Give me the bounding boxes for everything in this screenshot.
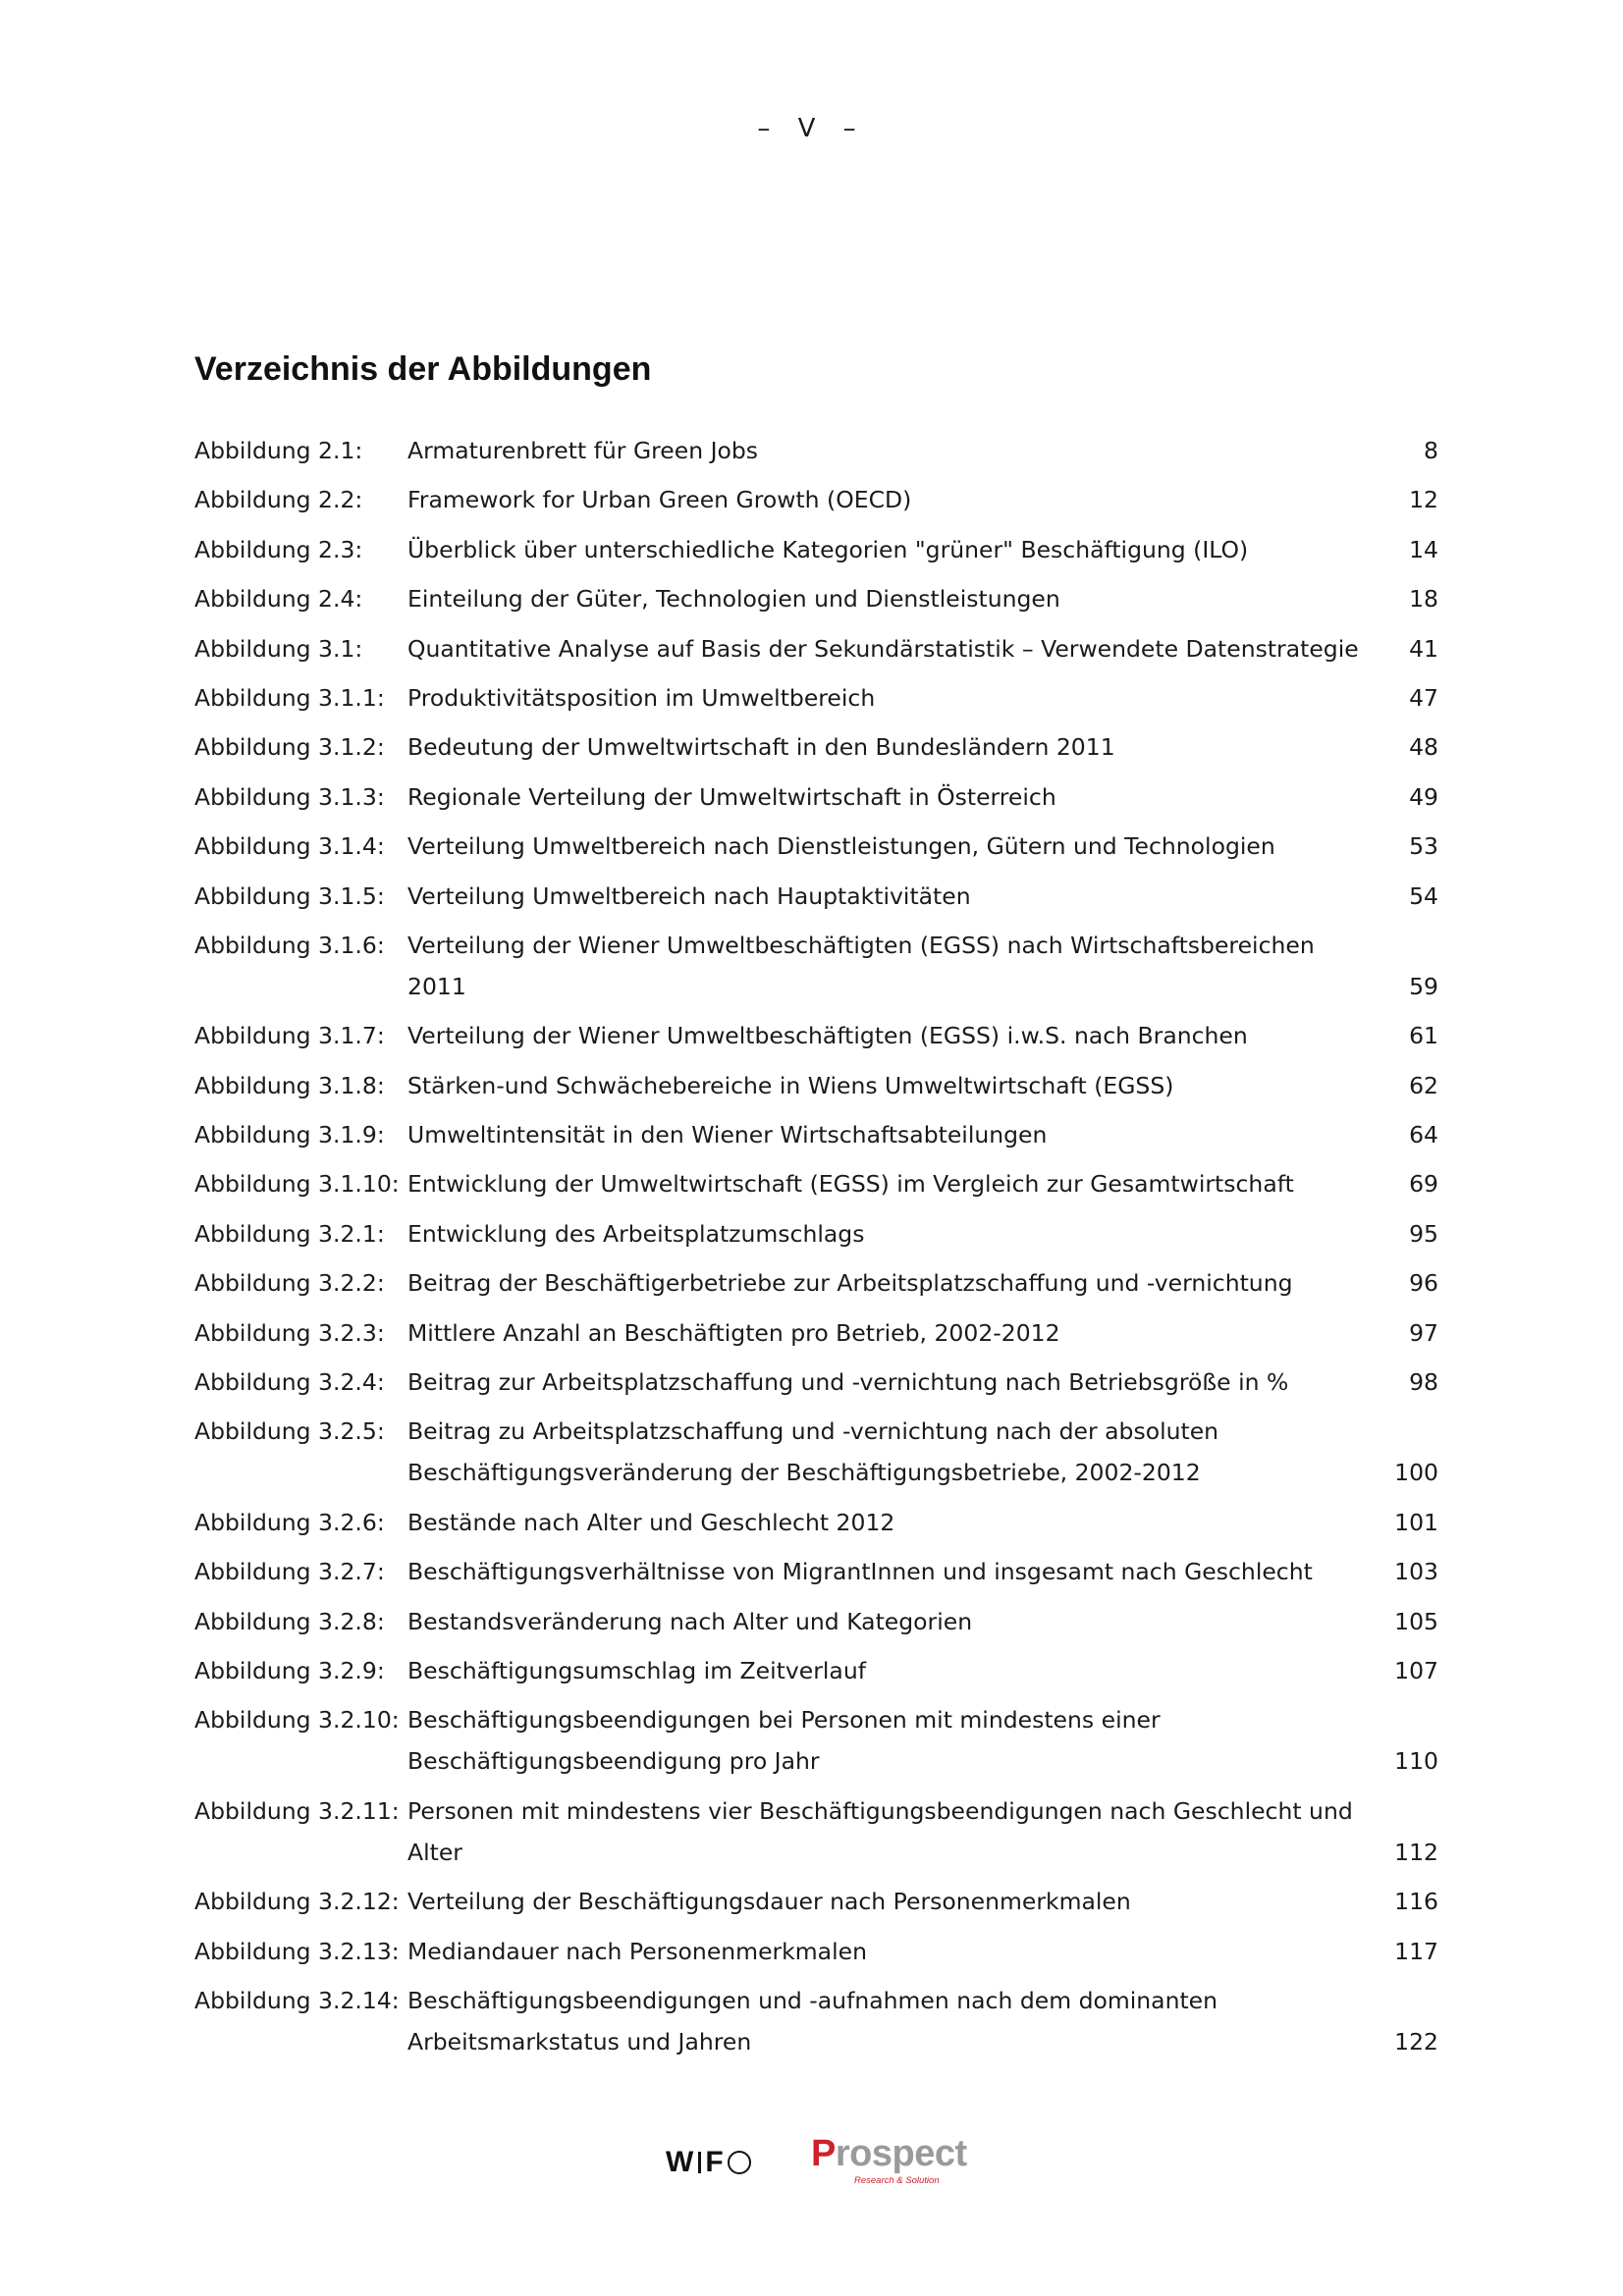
toc-entry-title: Verteilung der Wiener Umweltbeschäftigten (EGSS) i.w.S. nach Branchen [407,1022,1248,1050]
toc-entry-label: Abbildung 3.1.1: [194,683,385,712]
toc-entry-title: Beitrag zu Arbeitsplatzschaffung und -vernichtung nach der absoluten Beschäftigungsveränderung der Beschäftigungsbetriebe, 2002-2012 [407,1417,1219,1487]
toc-entry[interactable] [194,1881,1438,1922]
toc-entry-title: Beschäftigungsverhältnisse von MigrantInnen und insgesamt nach Geschlecht [407,1558,1313,1586]
toc-entry-title: Beschäftigungsumschlag im Zeitverlauf [407,1656,866,1684]
toc-entry-page: 12 [1409,486,1438,514]
prospect-logo: Prospect Research & Solution [811,2133,967,2186]
toc-entry-label: Abbildung 2.3: [194,535,363,563]
toc-entry-page: 48 [1409,733,1438,762]
toc-entry-label: Abbildung 3.1.7: [194,1022,385,1050]
toc-entry[interactable] [194,1980,1438,2062]
toc-entry-page: 47 [1409,683,1438,712]
toc-entry-label: Abbildung 3.1: [194,634,363,663]
toc-entry-title: Bedeutung der Umweltwirtschaft in den Bundesländern 2011 [407,733,1115,762]
toc-entry-label: Abbildung 3.2.5: [194,1417,385,1446]
toc-entry-label: Abbildung 2.1: [194,437,363,464]
toc-entry-page: 61 [1409,1022,1438,1050]
toc-entry-page: 103 [1394,1558,1438,1586]
toc-entry[interactable] [194,1114,1438,1155]
toc-entry-page: 69 [1409,1170,1438,1199]
toc-entry-label: Abbildung 3.2.1: [194,1219,385,1248]
toc-entry-label: Abbildung 3.1.9: [194,1121,385,1149]
toc-entry-title: Personen mit mindestens vier Beschäftigungsbeendigungen nach Geschlecht und Alter [407,1796,1353,1866]
toc-entry-title: Bestände nach Alter und Geschlecht 2012 [407,1508,895,1536]
toc-entry-title: Beitrag der Beschäftigerbetriebe zur Arbeitsplatzschaffung und -vernichtung [407,1269,1293,1298]
toc-entry[interactable] [194,1790,1438,1873]
toc-entry-page: 101 [1394,1508,1438,1536]
footer [0,2132,1623,2201]
toc-entry-page: 8 [1424,437,1438,464]
toc-entry[interactable] [194,1213,1438,1255]
toc-entry-label: Abbildung 3.2.6: [194,1508,385,1536]
toc-entry[interactable] [194,1312,1438,1354]
toc-entry-title: Produktivitätsposition im Umweltbereich [407,683,876,712]
toc-entry-title: Entwicklung des Arbeitsplatzumschlags [407,1219,865,1248]
page-number: – V – [757,114,866,143]
toc-entry-page: 54 [1409,881,1438,910]
toc-entry[interactable] [194,1015,1438,1056]
toc-entry-label: Abbildung 3.2.9: [194,1656,385,1684]
toc-entry-page: 110 [1394,1747,1438,1776]
toc-entry-title: Entwicklung der Umweltwirtschaft (EGSS) im Vergleich zur Gesamtwirtschaft [407,1170,1294,1199]
toc-entry-page: 117 [1394,1937,1438,1965]
page-title: Verzeichnis der Abbildungen [194,350,652,388]
toc-entry[interactable] [194,628,1438,669]
toc-entry-page: 97 [1409,1318,1438,1347]
toc-entry-title: Beschäftigungsbeendigungen bei Personen mit mindestens einer Beschäftigungsbeendigung pro Jahr [407,1706,1161,1776]
toc-entry[interactable] [194,726,1438,768]
toc-entry[interactable] [194,1931,1438,1972]
toc-entry[interactable] [194,1163,1438,1204]
toc-entry-label: Abbildung 3.1.4: [194,832,385,861]
toc-entry[interactable] [194,1065,1438,1106]
toc-entry[interactable] [194,1650,1438,1691]
toc-entry-title: Einteilung der Güter, Technologien und Dienstleistungen [407,585,1060,614]
toc-entry[interactable] [194,1262,1438,1304]
toc-entry-page: 64 [1409,1121,1438,1149]
toc-entry-page: 98 [1409,1368,1438,1397]
toc-entry-title: Verteilung der Wiener Umweltbeschäftigten (EGSS) nach Wirtschaftsbereichen 2011 [407,931,1315,1000]
toc-entry-label: Abbildung 3.1.2: [194,733,385,762]
toc-entry[interactable] [194,578,1438,619]
toc-entry-label: Abbildung 3.2.13: [194,1937,400,1965]
toc-entry-page: 100 [1394,1459,1438,1487]
toc-entry-label: Abbildung 3.1.8: [194,1071,385,1099]
toc-entry-page: 122 [1394,2027,1438,2056]
toc-entry-title: Beschäftigungsbeendigungen und -aufnahmen nach dem dominanten Arbeitsmarkstatus und Jahren [407,1986,1218,2056]
toc-entry[interactable] [194,529,1438,570]
toc-entry[interactable] [194,776,1438,818]
toc-entry[interactable] [194,1362,1438,1403]
toc-entry[interactable] [194,1601,1438,1642]
toc-entry-page: 62 [1409,1071,1438,1099]
toc-entry-title: Quantitative Analyse auf Basis der Sekundärstatistik – Verwendete Datenstrategie [407,634,1359,663]
toc-entry[interactable] [194,826,1438,867]
toc-entry-page: 112 [1394,1838,1438,1866]
wifo-logo: W F [666,2146,751,2179]
toc-entry-title: Überblick über unterschiedliche Kategorien "grüner" Beschäftigung (ILO) [407,535,1249,563]
toc-entry-title: Umweltintensität in den Wiener Wirtschaftsabteilungen [407,1121,1048,1149]
toc-entry-label: Abbildung 3.1.6: [194,931,385,959]
toc-entry-title: Regionale Verteilung der Umweltwirtschaft in Österreich [407,782,1056,811]
toc-entry-label: Abbildung 3.1.5: [194,881,385,910]
toc-entry-page: 107 [1394,1656,1438,1684]
toc-entry[interactable] [194,1411,1438,1493]
toc-entry-title: Armaturenbrett für Green Jobs [407,437,759,464]
toc-entry-title: Verteilung der Beschäftigungsdauer nach Personenmerkmalen [407,1888,1131,1916]
toc-entry[interactable] [194,1699,1438,1782]
toc-entry-label: Abbildung 2.2: [194,486,363,514]
toc-entry-page: 59 [1409,972,1438,1000]
toc-entry-page: 116 [1394,1888,1438,1916]
toc-entry-title: Stärken-und Schwächebereiche in Wiens Umweltwirtschaft (EGSS) [407,1071,1174,1099]
toc-entry-label: Abbildung 3.2.4: [194,1368,385,1397]
toc-entry-title: Mittlere Anzahl an Beschäftigten pro Betrieb, 2002-2012 [407,1318,1060,1347]
toc-entry-label: Abbildung 3.2.8: [194,1607,385,1635]
toc-entry-label: Abbildung 3.2.3: [194,1318,385,1347]
toc-entry-page: 49 [1409,782,1438,811]
toc-entry-title: Beitrag zur Arbeitsplatzschaffung und -vernichtung nach Betriebsgröße in % [407,1368,1289,1397]
toc-entry-label: Abbildung 3.2.14: [194,1986,400,2014]
toc-entry-page: 14 [1409,535,1438,563]
toc-entry[interactable] [194,1551,1438,1592]
toc-entry-label: Abbildung 3.1.10: [194,1170,400,1199]
toc-entry[interactable] [194,479,1438,520]
toc-entry-label: Abbildung 2.4: [194,585,363,614]
toc-entry-label: Abbildung 3.2.11: [194,1796,400,1825]
toc-entry-label: Abbildung 3.2.2: [194,1269,385,1298]
toc-entry-page: 18 [1409,585,1438,614]
toc-entry-title: Verteilung Umweltbereich nach Dienstleistungen, Gütern und Technologien [407,832,1275,861]
toc-entry-page: 41 [1409,634,1438,663]
toc-entry-page: 53 [1409,832,1438,861]
toc-entry[interactable] [194,1502,1438,1543]
toc-entry-page: 96 [1409,1269,1438,1298]
toc-entry[interactable] [194,876,1438,917]
toc-entry-label: Abbildung 3.2.7: [194,1558,385,1586]
toc-entry-label: Abbildung 3.1.3: [194,782,385,811]
toc-entry-page: 105 [1394,1607,1438,1635]
toc-entry-title: Verteilung Umweltbereich nach Hauptaktivitäten [407,881,971,910]
toc-entry-label: Abbildung 3.2.12: [194,1888,400,1916]
toc-entry-title: Mediandauer nach Personenmerkmalen [407,1937,867,1965]
toc-entry[interactable] [194,677,1438,719]
toc-entry-title: Bestandsveränderung nach Alter und Kategorien [407,1607,973,1635]
toc-entry[interactable] [194,925,1438,1007]
toc-entry[interactable] [194,430,1438,471]
toc-entry-label: Abbildung 3.2.10: [194,1706,400,1735]
toc-entry-title: Framework for Urban Green Growth (OECD) [407,486,912,514]
figure-list [194,430,1438,2070]
toc-entry-page: 95 [1409,1219,1438,1248]
